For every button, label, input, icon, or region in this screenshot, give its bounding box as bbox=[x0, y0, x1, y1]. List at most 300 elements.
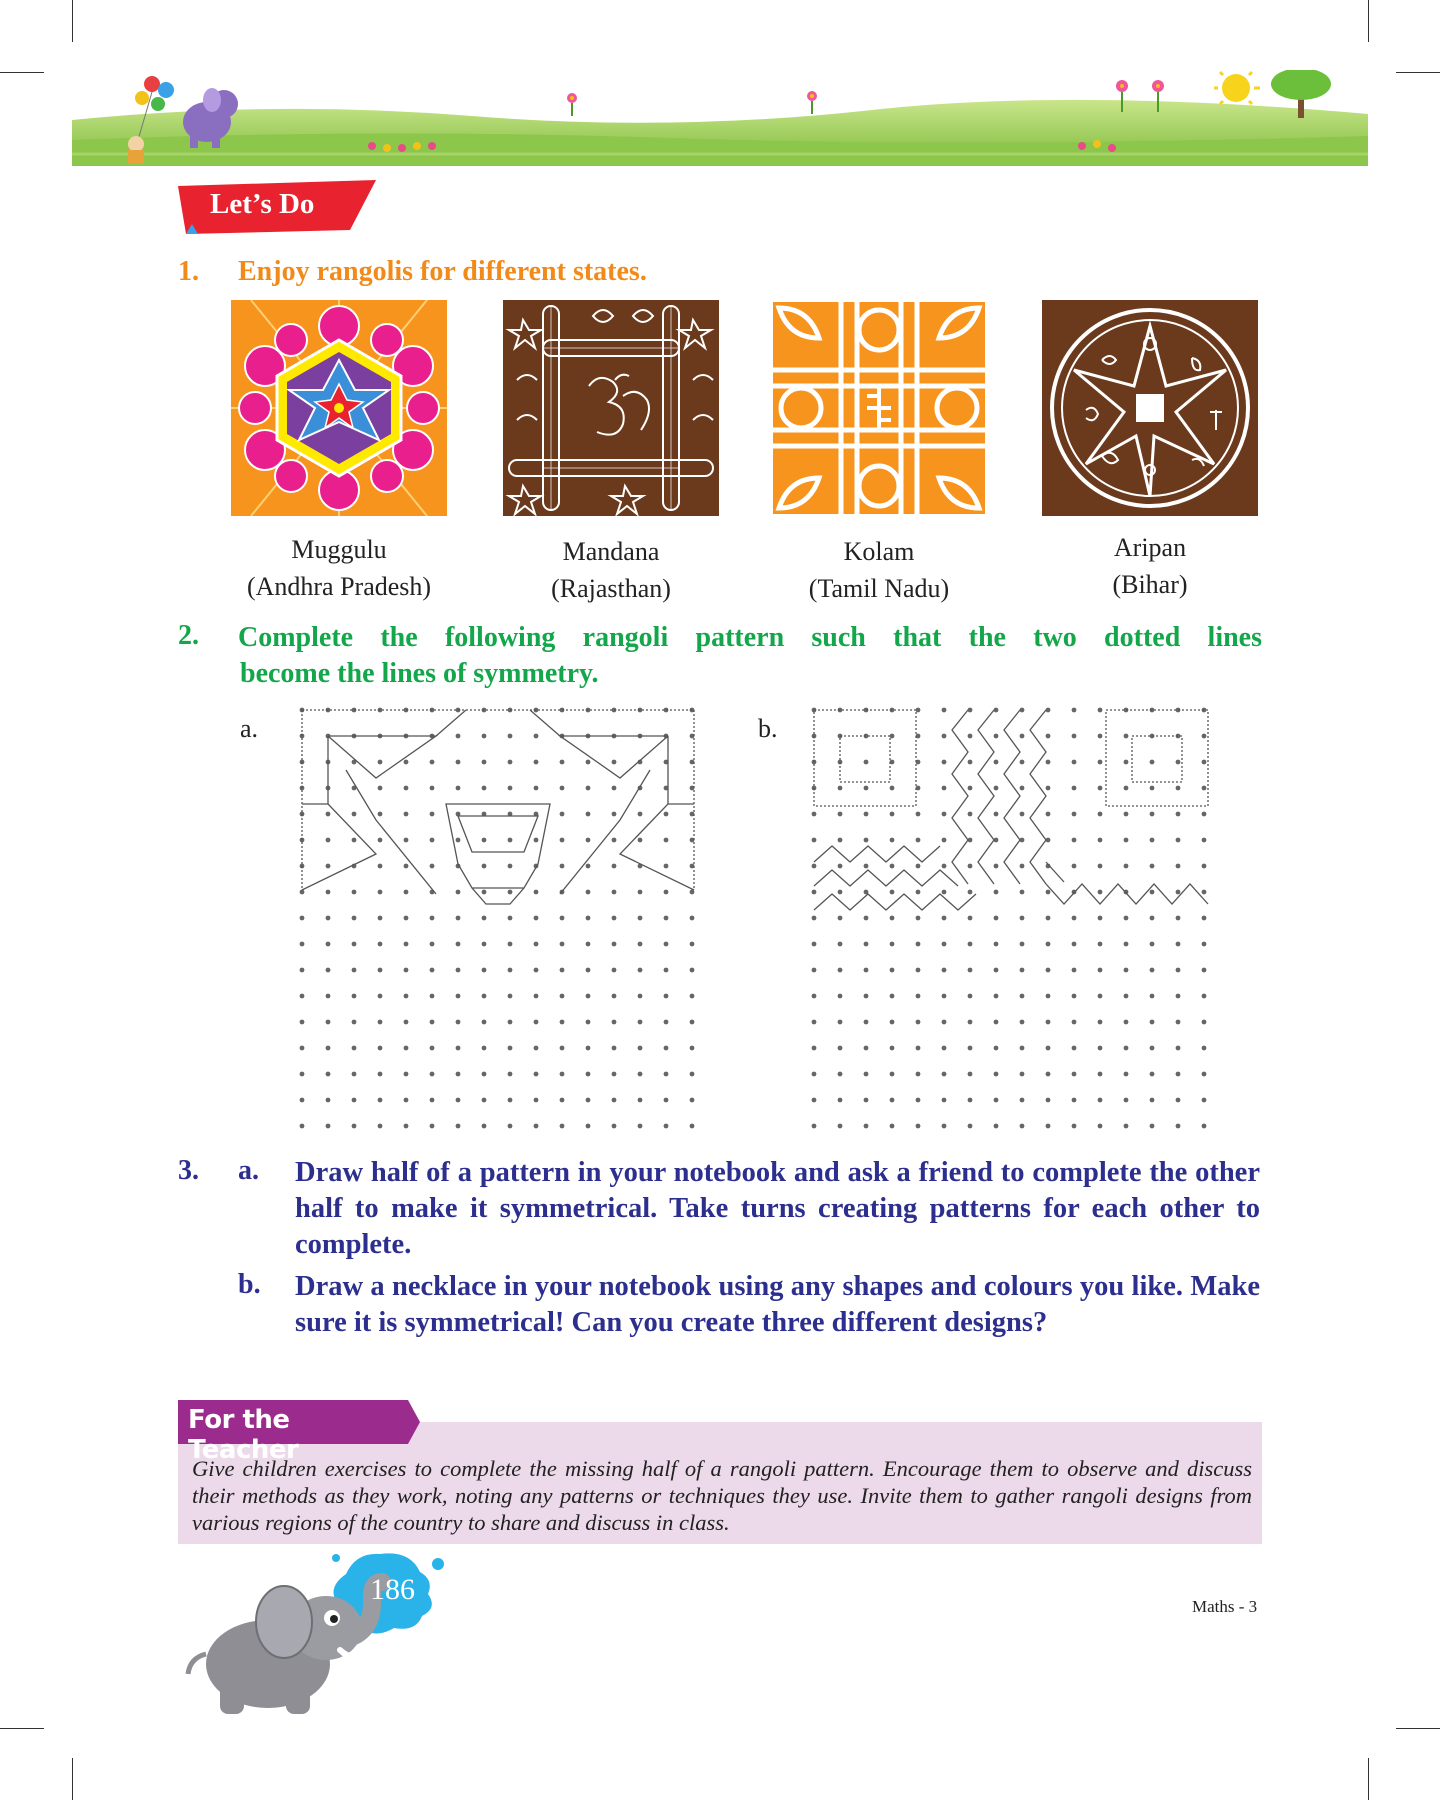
grid-dot bbox=[916, 838, 921, 843]
grid-dot bbox=[1124, 760, 1129, 765]
grid-dot bbox=[586, 1020, 591, 1025]
question-2-number: 2. bbox=[178, 620, 199, 651]
grid-dot bbox=[968, 994, 973, 999]
grid-dot bbox=[456, 786, 461, 791]
grid-dot bbox=[864, 812, 869, 817]
grid-dot bbox=[638, 994, 643, 999]
grid-dot bbox=[534, 1020, 539, 1025]
grid-dot bbox=[664, 994, 669, 999]
grid-dot bbox=[534, 1072, 539, 1077]
grid-dot bbox=[534, 942, 539, 947]
grid-dot bbox=[942, 786, 947, 791]
grid-dot bbox=[586, 786, 591, 791]
grid-dot bbox=[404, 1020, 409, 1025]
grid-dot bbox=[1202, 942, 1207, 947]
grid-dot bbox=[690, 1046, 695, 1051]
grid-dot bbox=[430, 1020, 435, 1025]
grid-dot bbox=[1150, 786, 1155, 791]
grid-dot bbox=[300, 968, 305, 973]
grid-dot bbox=[456, 890, 461, 895]
grid-dot bbox=[1150, 942, 1155, 947]
grid-dot bbox=[864, 864, 869, 869]
grid-dot bbox=[352, 1020, 357, 1025]
grid-dot bbox=[612, 760, 617, 765]
grid-dot bbox=[430, 968, 435, 973]
grid-dot bbox=[1202, 916, 1207, 921]
grid-dot bbox=[638, 1072, 643, 1077]
grid-dot bbox=[1150, 1072, 1155, 1077]
grid-dot bbox=[1098, 1020, 1103, 1025]
grid-dot bbox=[326, 1124, 331, 1129]
grid-dot bbox=[456, 1046, 461, 1051]
grid-dot bbox=[430, 864, 435, 869]
grid-dot bbox=[1124, 812, 1129, 817]
crop-mark bbox=[1368, 0, 1369, 42]
grid-dot bbox=[916, 864, 921, 869]
crop-mark bbox=[1396, 1728, 1440, 1729]
grid-dot bbox=[664, 1020, 669, 1025]
grid-dot bbox=[586, 1124, 591, 1129]
grid-dot bbox=[352, 1072, 357, 1077]
grid-dot bbox=[1176, 994, 1181, 999]
grid-dot bbox=[1150, 1046, 1155, 1051]
grid-dot bbox=[864, 968, 869, 973]
grid-dot bbox=[430, 1124, 435, 1129]
grid-dot bbox=[690, 942, 695, 947]
grid-dot bbox=[404, 1124, 409, 1129]
grid-dot bbox=[404, 812, 409, 817]
grid-dot bbox=[812, 1046, 817, 1051]
grid-dot bbox=[352, 1098, 357, 1103]
grid-dot bbox=[430, 786, 435, 791]
grid-dot bbox=[968, 916, 973, 921]
grid-dot bbox=[1020, 786, 1025, 791]
grid-dot bbox=[560, 786, 565, 791]
grid-dot bbox=[612, 838, 617, 843]
grid-dot bbox=[1046, 968, 1051, 973]
grid-dot bbox=[586, 916, 591, 921]
grid-dot bbox=[838, 916, 843, 921]
grid-dot bbox=[1020, 760, 1025, 765]
grid-dot bbox=[560, 1046, 565, 1051]
grid-dot bbox=[1098, 942, 1103, 947]
grid-dot bbox=[326, 994, 331, 999]
grid-dot bbox=[612, 994, 617, 999]
grid-dot bbox=[482, 838, 487, 843]
grid-dot bbox=[534, 1098, 539, 1103]
grid-dot bbox=[612, 942, 617, 947]
rangoli-state: (Rajasthan) bbox=[551, 574, 671, 603]
grid-dot bbox=[1072, 708, 1077, 713]
grid-dot bbox=[994, 1046, 999, 1051]
grid-dot bbox=[326, 890, 331, 895]
grid-dot bbox=[942, 708, 947, 713]
grid-dot bbox=[534, 968, 539, 973]
grid-dot bbox=[326, 1020, 331, 1025]
grid-dot bbox=[1150, 838, 1155, 843]
grid-dot bbox=[664, 1124, 669, 1129]
grid-dot bbox=[1176, 838, 1181, 843]
grid-dot bbox=[1098, 812, 1103, 817]
grid-dot bbox=[1124, 1124, 1129, 1129]
grid-dot bbox=[300, 890, 305, 895]
grid-dot bbox=[1124, 1098, 1129, 1103]
grid-dot bbox=[508, 916, 513, 921]
grid-dot bbox=[838, 812, 843, 817]
grid-dot bbox=[534, 734, 539, 739]
grid-dot bbox=[326, 812, 331, 817]
grid-dot bbox=[812, 916, 817, 921]
grid-dot bbox=[994, 994, 999, 999]
grid-dot bbox=[638, 812, 643, 817]
grid-dot bbox=[612, 1072, 617, 1077]
grid-dot bbox=[942, 1046, 947, 1051]
grid-dot bbox=[942, 1124, 947, 1129]
grid-dot bbox=[838, 786, 843, 791]
grid-dot bbox=[612, 890, 617, 895]
grid-dot bbox=[404, 1046, 409, 1051]
grid-dot bbox=[378, 916, 383, 921]
grid-dot bbox=[352, 812, 357, 817]
grid-dot bbox=[968, 760, 973, 765]
grid-dot bbox=[812, 1020, 817, 1025]
grid-dot bbox=[638, 890, 643, 895]
grid-dot bbox=[508, 838, 513, 843]
grid-dot bbox=[664, 1098, 669, 1103]
grid-dot bbox=[1202, 760, 1207, 765]
grid-dot bbox=[508, 968, 513, 973]
grid-dot bbox=[942, 968, 947, 973]
grid-dot bbox=[864, 786, 869, 791]
grid-dot bbox=[1176, 942, 1181, 947]
grid-dot bbox=[1020, 708, 1025, 713]
grid-dot bbox=[378, 864, 383, 869]
grid-dot bbox=[1202, 994, 1207, 999]
grid-dot bbox=[1202, 812, 1207, 817]
grid-dot bbox=[994, 1020, 999, 1025]
question-1-text: Enjoy rangolis for different states. bbox=[238, 256, 647, 287]
grid-dot bbox=[838, 864, 843, 869]
grid-dot bbox=[690, 1072, 695, 1077]
grid-dot bbox=[1098, 760, 1103, 765]
grid-dot bbox=[560, 916, 565, 921]
grid-dot bbox=[690, 994, 695, 999]
grid-dot bbox=[456, 994, 461, 999]
grid-dot bbox=[456, 734, 461, 739]
grid-dot bbox=[1072, 864, 1077, 869]
grid-dot bbox=[1020, 890, 1025, 895]
grid-dot bbox=[942, 864, 947, 869]
grid-dot bbox=[1072, 994, 1077, 999]
grid-dot bbox=[430, 1098, 435, 1103]
grid-dot bbox=[994, 812, 999, 817]
grid-dot bbox=[300, 1020, 305, 1025]
page-number: 186 bbox=[370, 1573, 415, 1606]
grid-dot bbox=[534, 786, 539, 791]
grid-dot bbox=[482, 968, 487, 973]
grid-dot bbox=[812, 1098, 817, 1103]
grid-dot bbox=[968, 864, 973, 869]
grid-dot bbox=[664, 916, 669, 921]
grid-dot bbox=[916, 994, 921, 999]
elephant-mascot-illustration bbox=[176, 1544, 456, 1724]
grid-dot bbox=[1176, 864, 1181, 869]
grid-dot bbox=[638, 1098, 643, 1103]
grid-dot bbox=[1098, 786, 1103, 791]
grid-dot bbox=[1020, 968, 1025, 973]
grid-dot bbox=[864, 942, 869, 947]
grid-dot bbox=[430, 812, 435, 817]
grid-dot bbox=[534, 760, 539, 765]
grid-dot bbox=[404, 890, 409, 895]
grid-dot bbox=[942, 838, 947, 843]
grid-dot bbox=[994, 890, 999, 895]
rangoli-caption-muggulu bbox=[209, 531, 469, 605]
grid-dot bbox=[430, 1046, 435, 1051]
kolam-rangoli-image bbox=[771, 300, 987, 516]
grid-dot bbox=[1150, 1124, 1155, 1129]
grid-dot bbox=[1202, 838, 1207, 843]
grid-dot bbox=[482, 994, 487, 999]
grid-dot bbox=[326, 1072, 331, 1077]
grid-dot bbox=[942, 1020, 947, 1025]
grid-dot bbox=[404, 968, 409, 973]
grid-dot bbox=[378, 838, 383, 843]
grid-dot bbox=[968, 786, 973, 791]
grid-dot bbox=[508, 942, 513, 947]
grid-dot bbox=[586, 994, 591, 999]
grid-dot bbox=[1202, 968, 1207, 973]
question-3a-label: a. bbox=[238, 1155, 259, 1186]
grid-dot bbox=[586, 838, 591, 843]
grid-dot bbox=[1098, 890, 1103, 895]
grid-dot bbox=[1176, 916, 1181, 921]
dot-grid-pattern-b bbox=[808, 704, 1214, 1132]
grid-dot bbox=[1150, 760, 1155, 765]
grid-dot bbox=[1046, 942, 1051, 947]
grid-dot bbox=[690, 916, 695, 921]
grid-dot bbox=[994, 786, 999, 791]
grid-dot bbox=[812, 994, 817, 999]
grid-dot bbox=[456, 1020, 461, 1025]
grid-dot bbox=[1046, 734, 1051, 739]
question-3-number: 3. bbox=[178, 1155, 199, 1186]
crop-mark bbox=[72, 0, 73, 42]
grid-dot bbox=[1072, 942, 1077, 947]
grid-dot bbox=[612, 1020, 617, 1025]
grid-dot bbox=[300, 1098, 305, 1103]
grid-dot bbox=[612, 916, 617, 921]
question-2-line-1: Complete the following rangoli pattern such that the two dotted lines bbox=[238, 622, 1262, 653]
grid-dot bbox=[456, 916, 461, 921]
grid-dot bbox=[968, 942, 973, 947]
grid-dot bbox=[1202, 1020, 1207, 1025]
grid-dot bbox=[1020, 916, 1025, 921]
grid-dot bbox=[1072, 1124, 1077, 1129]
grid-dot bbox=[1046, 786, 1051, 791]
grid-dot bbox=[690, 1020, 695, 1025]
grid-dot bbox=[1046, 760, 1051, 765]
grid-dot bbox=[1020, 1046, 1025, 1051]
grid-dot bbox=[612, 1098, 617, 1103]
grid-dot bbox=[916, 916, 921, 921]
grid-dot bbox=[838, 1020, 843, 1025]
grid-dot bbox=[1176, 968, 1181, 973]
grid-dot bbox=[1072, 968, 1077, 973]
grid-dot bbox=[1046, 1072, 1051, 1077]
rangoli-state: (Bihar) bbox=[1112, 570, 1188, 599]
grid-dot bbox=[916, 890, 921, 895]
grid-dot bbox=[968, 1124, 973, 1129]
grid-dot bbox=[638, 1046, 643, 1051]
grid-dot bbox=[1124, 916, 1129, 921]
grid-dot bbox=[838, 1098, 843, 1103]
grid-dot bbox=[326, 1046, 331, 1051]
grid-dot bbox=[560, 1124, 565, 1129]
grid-dot bbox=[560, 1072, 565, 1077]
grid-dot bbox=[560, 864, 565, 869]
grid-dot bbox=[456, 1072, 461, 1077]
grid-dot bbox=[404, 916, 409, 921]
muggulu-rangoli-image bbox=[231, 300, 447, 516]
grid-dot bbox=[1202, 1072, 1207, 1077]
grid-dot bbox=[1020, 942, 1025, 947]
grid-dot bbox=[1202, 890, 1207, 895]
book-footer: Maths - 3 bbox=[1192, 1597, 1258, 1616]
grid-dot bbox=[1098, 994, 1103, 999]
grid-dot bbox=[838, 968, 843, 973]
rangoli-name: Aripan bbox=[1113, 533, 1187, 562]
grid-dot bbox=[560, 994, 565, 999]
grid-dot bbox=[508, 1098, 513, 1103]
grid-dot bbox=[300, 1046, 305, 1051]
grid-dot bbox=[994, 708, 999, 713]
grid-dot bbox=[890, 812, 895, 817]
grid-dot bbox=[942, 994, 947, 999]
grid-dot bbox=[1124, 1072, 1129, 1077]
grid-dot bbox=[508, 760, 513, 765]
grid-dot bbox=[690, 1098, 695, 1103]
grid-dot bbox=[1098, 916, 1103, 921]
grid-dot bbox=[838, 890, 843, 895]
grid-dot bbox=[1202, 734, 1207, 739]
grid-dot bbox=[560, 838, 565, 843]
grid-dot bbox=[1150, 1098, 1155, 1103]
grid-dot bbox=[1020, 1072, 1025, 1077]
grid-dot bbox=[1046, 1020, 1051, 1025]
grid-dot bbox=[638, 1020, 643, 1025]
rangoli-name: Mandana bbox=[562, 537, 660, 566]
grid-dot bbox=[326, 1098, 331, 1103]
grid-dot bbox=[690, 968, 695, 973]
grid-dot bbox=[942, 760, 947, 765]
grid-dot bbox=[1124, 994, 1129, 999]
grid-dot bbox=[352, 1124, 357, 1129]
grid-dot bbox=[864, 1072, 869, 1077]
grid-dot bbox=[326, 838, 331, 843]
grid-dot bbox=[1150, 916, 1155, 921]
grid-dot bbox=[456, 1098, 461, 1103]
grid-dot bbox=[638, 916, 643, 921]
grid-dot bbox=[1046, 916, 1051, 921]
grid-dot bbox=[1072, 1072, 1077, 1077]
grid-dot bbox=[864, 760, 869, 765]
teacher-note-text: Give children exercises to complete the missing half of a rangoli pattern. Encourage them to observe and discuss their methods as they work, noting any patterns or techniques they use. Invite them to gather rangoli designs from various regions of the country to share and discuss in class. bbox=[192, 1456, 1252, 1535]
grid-dot bbox=[508, 994, 513, 999]
grid-dot bbox=[994, 864, 999, 869]
grid-dot bbox=[812, 812, 817, 817]
grid-dot bbox=[482, 1020, 487, 1025]
crop-mark bbox=[72, 1758, 73, 1800]
grid-dot bbox=[586, 968, 591, 973]
grid-dot bbox=[812, 838, 817, 843]
grid-dot bbox=[326, 916, 331, 921]
grid-dot bbox=[560, 942, 565, 947]
grid-dot bbox=[378, 968, 383, 973]
grid-dot bbox=[968, 1098, 973, 1103]
grid-dot bbox=[326, 864, 331, 869]
grid-dot bbox=[482, 734, 487, 739]
grid-dot bbox=[1072, 734, 1077, 739]
grid-dot bbox=[378, 786, 383, 791]
grid-dot bbox=[1176, 1124, 1181, 1129]
grid-dot bbox=[482, 786, 487, 791]
grid-dot bbox=[1150, 1020, 1155, 1025]
grid-dot bbox=[864, 838, 869, 843]
grid-dot bbox=[586, 942, 591, 947]
grid-dot bbox=[994, 1098, 999, 1103]
grid-dot bbox=[864, 1098, 869, 1103]
grid-dot bbox=[1150, 864, 1155, 869]
grid-dot bbox=[838, 1046, 843, 1051]
grid-dot bbox=[638, 942, 643, 947]
grid-dot bbox=[430, 916, 435, 921]
meadow-banner-illustration bbox=[72, 70, 1368, 166]
grid-dot bbox=[916, 942, 921, 947]
grid-dot bbox=[534, 994, 539, 999]
grid-dot bbox=[890, 968, 895, 973]
grid-dot bbox=[534, 1046, 539, 1051]
grid-dot bbox=[378, 760, 383, 765]
grid-dot bbox=[1124, 968, 1129, 973]
grid-dot bbox=[456, 838, 461, 843]
grid-dot bbox=[864, 1046, 869, 1051]
grid-label-b: b. bbox=[758, 714, 778, 743]
grid-dot bbox=[890, 734, 895, 739]
grid-dot bbox=[534, 838, 539, 843]
grid-dot bbox=[482, 864, 487, 869]
grid-dot bbox=[812, 1072, 817, 1077]
grid-dot bbox=[560, 760, 565, 765]
grid-dot bbox=[838, 1072, 843, 1077]
rangoli-caption-aripan bbox=[1020, 529, 1280, 603]
grid-dot bbox=[482, 890, 487, 895]
question-3a-text: Draw half of a pattern in your notebook and ask a friend to complete the other half to make it symmetrical. Take turns creating patterns for each other to complete. bbox=[295, 1157, 1260, 1260]
grid-dot bbox=[430, 1072, 435, 1077]
grid-dot bbox=[890, 1072, 895, 1077]
grid-dot bbox=[838, 994, 843, 999]
grid-dot bbox=[994, 760, 999, 765]
grid-dot bbox=[1020, 1124, 1025, 1129]
grid-dot bbox=[1072, 1020, 1077, 1025]
grid-dot bbox=[586, 812, 591, 817]
grid-dot bbox=[916, 1072, 921, 1077]
grid-dot bbox=[916, 1124, 921, 1129]
grid-dot bbox=[352, 890, 357, 895]
grid-dot bbox=[1150, 812, 1155, 817]
question-1-number: 1. bbox=[178, 256, 199, 287]
grid-dot bbox=[916, 1046, 921, 1051]
